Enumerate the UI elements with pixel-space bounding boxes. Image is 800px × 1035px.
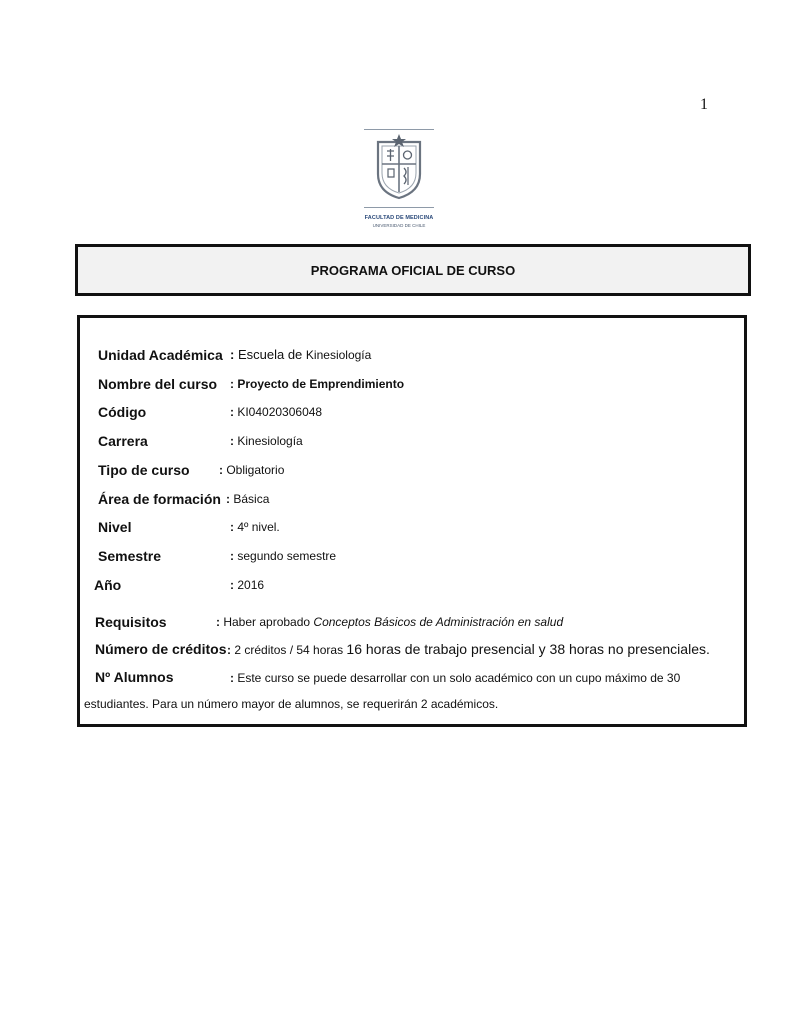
semestre-value: segundo semestre <box>237 549 337 563</box>
anio-value: 2016 <box>237 578 265 592</box>
area-label: Área de formación <box>98 491 221 507</box>
alumnos-value-b: estudiantes. Para un número mayor de alumnos, se requerirán 2 académicos. <box>84 697 499 711</box>
nombre-separator: : <box>230 377 234 391</box>
anio-separator: : <box>230 578 234 592</box>
area-separator: : <box>226 492 230 506</box>
requisitos-value-row <box>216 615 563 629</box>
document-title: PROGRAMA OFICIAL DE CURSO <box>310 262 516 278</box>
carrera-separator: : <box>230 434 234 448</box>
alumnos-separator: : <box>230 671 234 685</box>
nivel-value-row <box>230 520 280 534</box>
creditos-separator: : <box>227 643 231 657</box>
requisitos-separator: : <box>216 615 220 629</box>
codigo-value: KI04020306048 <box>237 405 323 419</box>
nivel-label: Nivel <box>98 519 132 535</box>
tipo-value-row <box>219 463 284 477</box>
carrera-value: Kinesiología <box>237 434 303 448</box>
creditos-value-a: 2 créditos / 54 horas <box>234 643 344 657</box>
semestre-separator: : <box>230 549 234 563</box>
creditos-value-row <box>227 641 710 657</box>
unidad-value-a: Escuela de <box>237 347 303 362</box>
logo-top-rule <box>364 129 434 130</box>
course-info-box <box>77 315 747 727</box>
tipo-label: Tipo de curso <box>98 462 190 478</box>
nombre-value: Proyecto de Emprendimiento <box>237 377 405 391</box>
faculty-logo <box>360 127 438 239</box>
semestre-value-row <box>230 549 336 563</box>
logo-line-1: FACULTAD DE MEDICINA <box>364 215 434 221</box>
semestre-label: Semestre <box>98 548 162 564</box>
alumnos-label: Nº Alumnos <box>95 669 174 685</box>
requisitos-value-b: Conceptos Básicos de Administración en salud <box>313 615 564 629</box>
codigo-separator: : <box>230 405 234 419</box>
logo-line-2: UNIVERSIDAD DE CHILE <box>372 223 426 228</box>
unidad-separator: : <box>230 347 235 362</box>
unidad-label: Unidad Académica <box>98 347 223 363</box>
creditos-label: Número de créditos <box>95 641 227 657</box>
page-number: 1 <box>700 96 708 113</box>
requisitos-label: Requisitos <box>95 614 167 630</box>
requisitos-value-a: Haber aprobado <box>223 615 311 629</box>
tipo-separator: : <box>219 463 223 477</box>
creditos-value-b: 16 horas de trabajo presencial y 38 horas no presenciales. <box>346 641 710 657</box>
faculty-shield-icon <box>375 134 423 200</box>
nombre-value-row <box>230 377 404 391</box>
logo-bottom-rule <box>364 207 434 208</box>
alumnos-value-row <box>230 671 680 685</box>
anio-label: Año <box>94 577 122 593</box>
nombre-label: Nombre del curso <box>98 376 218 392</box>
title-box <box>75 244 751 296</box>
carrera-value-row <box>230 434 303 448</box>
carrera-label: Carrera <box>98 433 148 449</box>
area-value: Básica <box>233 492 270 506</box>
anio-value-row <box>230 578 264 592</box>
area-value-row <box>226 492 269 506</box>
codigo-value-row <box>230 405 322 419</box>
alumnos-value-a: Este curso se puede desarrollar con un solo académico con un cupo máximo de 30 <box>237 671 681 685</box>
tipo-value: Obligatorio <box>226 463 285 477</box>
codigo-label: Código <box>98 404 147 420</box>
unidad-value-b: Kinesiología <box>305 348 372 362</box>
nivel-value: 4º nivel. <box>237 520 280 534</box>
nivel-separator: : <box>230 520 234 534</box>
unidad-value-row <box>230 347 371 362</box>
